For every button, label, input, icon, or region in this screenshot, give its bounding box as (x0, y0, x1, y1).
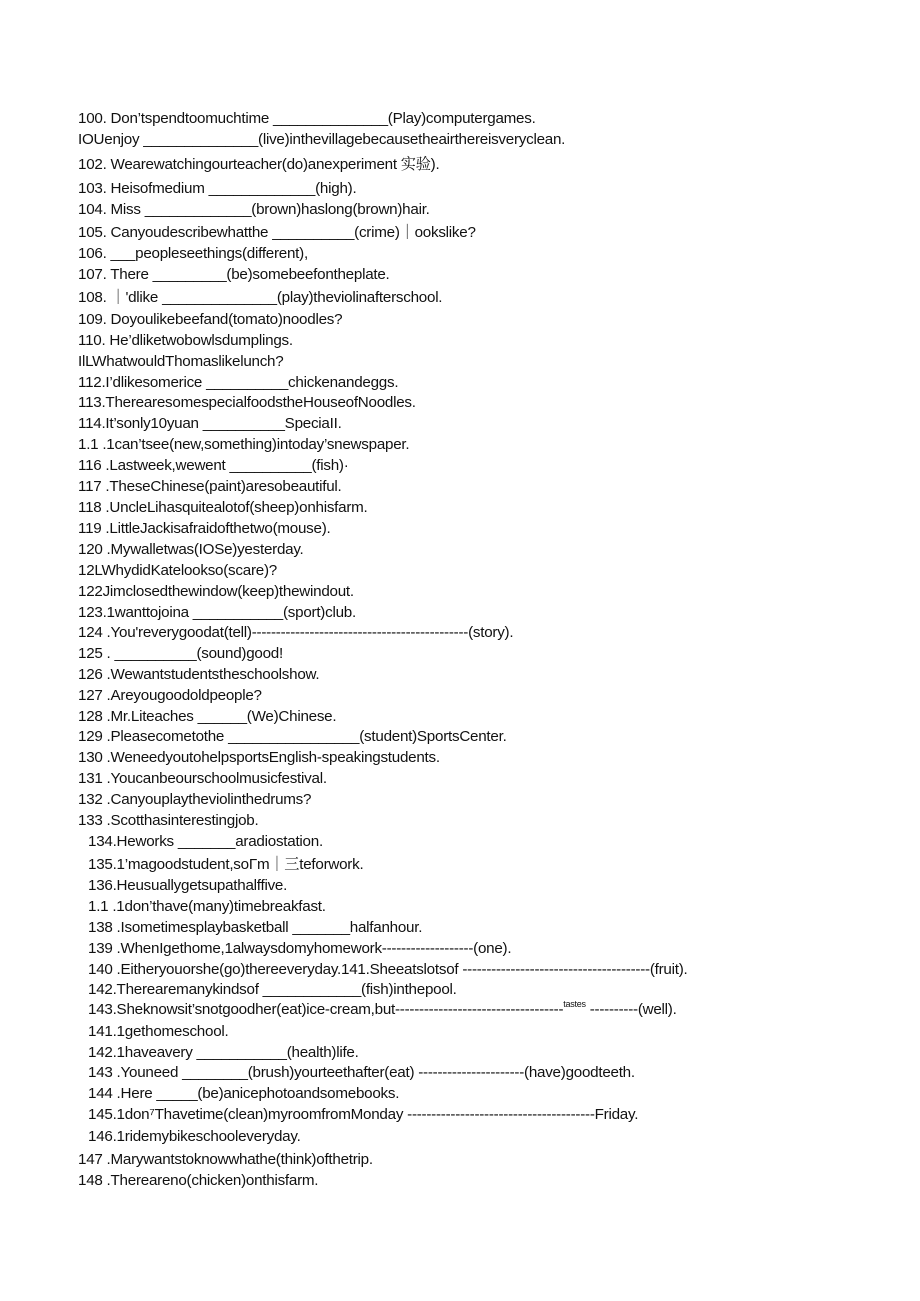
exercise-line-138: 138 .Isometimesplaybasketball _______halfanhour. (88, 919, 423, 936)
exercise-line-124: 124 .You'reverygoodat(tell)---------------------------------------------(story). (78, 624, 514, 641)
exercise-line-139: 139 .WhenIgethome,1alwaysdomyhomework-------------------(one). (88, 940, 512, 957)
exercise-line-135: 135.1’magoodstudent,soΓm｜三teforwork. (88, 856, 364, 873)
exercise-line-131: 131 .Youcanbeourschoolmusicfestival. (78, 770, 327, 787)
exercise-line-107: 107. There _________(be)somebeefontheplate. (78, 266, 390, 283)
exercise-line-127: 127 .Areyougoodoldpeople? (78, 687, 262, 704)
exercise-line-142b: 142.1haveavery ___________(health)life. (88, 1044, 359, 1061)
exercise-line-143-tail: ----------(well). (585, 1001, 677, 1018)
exercise-line-137: 1.1 .1don’thave(many)timebreakfast. (88, 898, 326, 915)
exercise-line-136: 136.Heusuallygetsupathalffive. (88, 877, 288, 894)
exercise-line-148: 148 .Therearen‌o(chicken)onthisfarm. (78, 1172, 319, 1189)
exercise-line-143-superscript: tastes (563, 999, 586, 1009)
exercise-line-143-main: 143.Sheknowsit’snotgoodher(eat)ice-cream,but----------------------------------- (88, 1001, 564, 1018)
exercise-line-129: 129 .Pleasecometothe ________________(student)SportsCenter. (78, 728, 507, 745)
exercise-line-132: 132 .Canyouplaytheviolinthedrums? (78, 791, 312, 808)
exercise-line-106: 106. ___peopleseethings(different), (78, 245, 308, 262)
exercise-line-105: 105. Canyoudescribewhatthe __________(crime)｜ookslike? (78, 224, 476, 241)
exercise-line-140: 140 .Eitheryouorshe(go)thereeveryday.141.Sheeatslotsof ---------------------------------------(fruit). (88, 961, 688, 978)
exercise-line-123: 123.1wanttojoina ___________(sport)club. (78, 604, 356, 621)
exercise-line-130: 130 .WeneedyoutohelpsportsEnglish-speakingstudents. (78, 749, 440, 766)
exercise-line-121: 12LWhydidKatelookso(scare)? (78, 562, 277, 579)
exercise-line-111: IlLWhatwouldThomaslikelunch? (78, 353, 284, 370)
exercise-line-115: 1.1 .1can’tsee(new,something)intoday’snewspaper. (78, 436, 410, 453)
exercise-line-143 (88, 1000, 677, 1020)
exercise-line-116: 116 .Lastweek,wewent __________(fish)· (78, 457, 349, 474)
exercise-line-126: 126 .Wewantstudentstheschoolshow. (78, 666, 320, 683)
exercise-line-109: 109. Doyoulikebeefand(tomato)noodles? (78, 311, 343, 328)
exercise-line-100: 100. Don’tspendtoomuchtime ______________(Play)computergames. (78, 110, 536, 127)
exercise-line-104: 104. Miss _____________(brown)haslong(brown)hair. (78, 201, 430, 218)
exercise-line-112: 112.I’dlikesomerice __________chickenandeggs. (78, 374, 399, 391)
exercise-line-145: 145.1don⁷Thavetime(clean)myroomfromMonday ---------------------------------------Friday. (88, 1106, 639, 1123)
exercise-line-114: 114.It’sonly10yuan __________SpeciaII. (78, 415, 342, 432)
exercise-line-110: 110. He’dliketwobowlsdumplings. (78, 332, 293, 349)
exercise-line-144: 144 .Here _____(be)anicephotoandsomebooks. (88, 1085, 400, 1102)
exercise-line-128: 128 .Mr.Liteaches ______(We)Chinese. (78, 708, 337, 725)
exercise-line-102: 102. Wearewatchingourteacher(do)anexperiment 实验). (78, 156, 440, 173)
exercise-line-113: 113.TherearesomespecialfoodstheHouseofNoodles. (78, 394, 416, 411)
exercise-line-120: 120 .Mywalletwas(IOSe)yesterday. (78, 541, 304, 558)
exercise-line-125: 125 . __________(sound)good! (78, 645, 283, 662)
exercise-line-146: 146.1ridemybikeschooleveryday. (88, 1128, 301, 1145)
exercise-line-103: 103. Heisofmedium _____________(high). (78, 180, 357, 197)
exercise-line-101: IOUenjoy ______________(live)inthevillagebecausetheairthereisveryclean. (78, 131, 566, 148)
exercise-line-122: 122Jimclosedthewindow(keep)thewindout. (78, 583, 354, 600)
exercise-line-134: 134.Heworks _______aradiostation. (88, 833, 323, 850)
exercise-line-117: 117 .TheseChinese(paint)aresobeautiful. (78, 478, 342, 495)
exercise-line-141b: 141.1gethomeschool. (88, 1023, 229, 1040)
exercise-line-143b: 143 .Youneed ________(brush)yourteethafter(eat) ----------------------(have)goodteeth. (88, 1064, 635, 1081)
exercise-line-133: 133 .Scotthasinterestingjob. (78, 812, 259, 829)
exercise-line-118: 118 .UncleLihasquitealotof(sheep)onhisfarm. (78, 499, 368, 516)
exercise-line-119: 119 .LittleJackisafraidofthetwo(mouse). (78, 520, 331, 537)
exercise-line-142: 142.Therearemanykindsof ____________(fish)inthepool. (88, 981, 457, 998)
exercise-line-147: 147 .Marywantstoknowwhathe(think)ofthetrip. (78, 1151, 373, 1168)
exercise-line-108: 108. ｜'dlike ______________(play)theviolinafterschool. (78, 289, 443, 306)
